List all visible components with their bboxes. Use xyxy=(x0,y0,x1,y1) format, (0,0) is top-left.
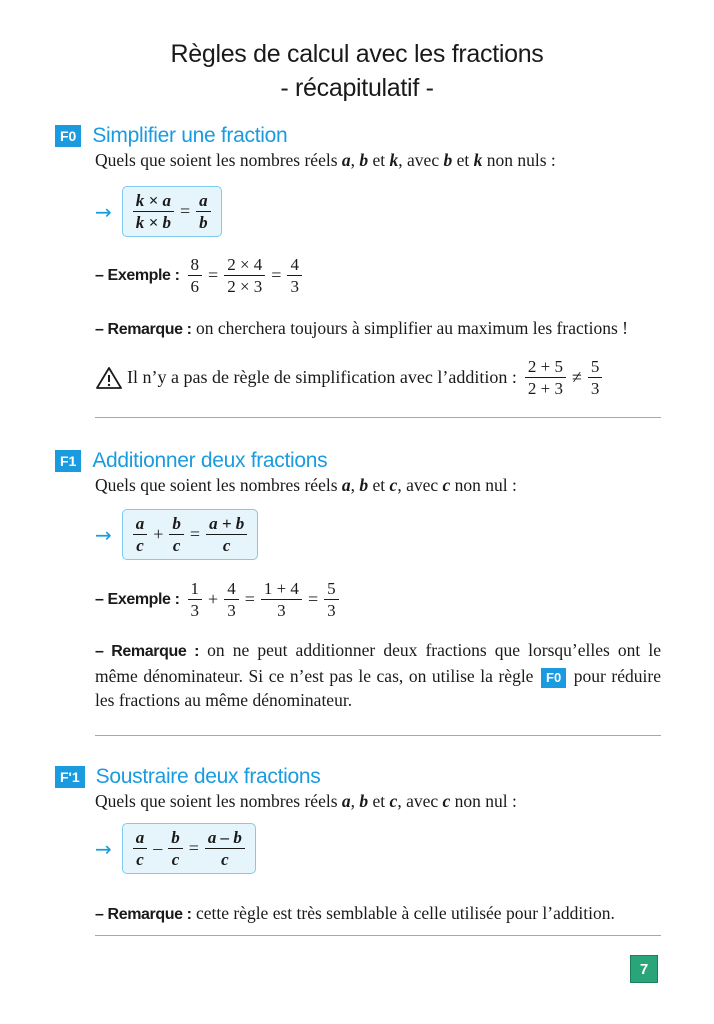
denominator: c xyxy=(136,536,144,555)
section-f-prime-1-remark xyxy=(95,903,615,924)
denominator: 3 xyxy=(327,601,336,620)
numerator: a – b xyxy=(205,827,245,849)
equals-sign: = xyxy=(208,265,219,285)
section-f0-warning xyxy=(95,356,604,399)
rule-reference-badge[interactable]: F0 xyxy=(541,668,566,688)
fraction xyxy=(224,578,239,621)
numerator: 5 xyxy=(588,356,603,378)
section-divider xyxy=(95,417,661,418)
section-f0-rule xyxy=(95,186,222,237)
numerator: 8 xyxy=(188,254,203,276)
intro-text: Quels que soient les nombres réels xyxy=(95,475,338,495)
remark-text: on cherchera toujours à simplifier au maximum les fractions ! xyxy=(191,318,628,338)
intro-text: Quels que soient les nombres réels xyxy=(95,791,338,811)
fraction xyxy=(324,578,339,621)
equals-sign: = xyxy=(271,265,282,285)
intro-text: , avec xyxy=(398,150,440,170)
remark-text: pour réduire les fractions au même dénominateur. xyxy=(95,666,661,710)
fraction xyxy=(133,190,174,233)
page-number: 7 xyxy=(630,955,658,983)
arrow-icon: → xyxy=(95,199,112,224)
intro-text: , xyxy=(350,150,356,170)
section-title: Simplifier une fraction xyxy=(92,124,288,147)
numerator: k × a xyxy=(133,190,174,212)
fraction xyxy=(133,513,148,556)
denominator: c xyxy=(172,536,181,555)
section-badge: F1 xyxy=(55,450,81,472)
formula-box xyxy=(122,509,259,560)
section-badge: F0 xyxy=(55,125,81,147)
numerator: b xyxy=(168,827,183,849)
fraction xyxy=(287,254,302,297)
variable: c xyxy=(389,475,398,495)
fraction xyxy=(205,827,245,870)
warning-icon xyxy=(95,366,123,390)
section-f1-header xyxy=(55,449,327,473)
arrow-icon: → xyxy=(95,522,112,547)
section-badge: F'1 xyxy=(55,766,85,788)
section-f1-example xyxy=(95,578,341,621)
intro-text: et xyxy=(456,150,470,170)
denominator: c xyxy=(221,850,229,869)
page-title: Règles de calcul avec les fractions xyxy=(170,40,544,68)
not-equal-sign: ≠ xyxy=(571,367,582,387)
variable: k xyxy=(473,150,483,170)
variable: c xyxy=(442,475,451,495)
denominator: c xyxy=(136,850,144,869)
plus-sign: + xyxy=(153,524,164,544)
fraction xyxy=(188,578,203,621)
numerator: 5 xyxy=(324,578,339,600)
remark-text: on ne peut additionner deux fractions que lorsqu’elles ont le même dénominateur. Si ce n’est pas le cas, on utilise la règle xyxy=(95,640,661,686)
equals-sign: = xyxy=(189,524,201,544)
fraction xyxy=(588,356,603,399)
formula-box xyxy=(122,823,256,874)
section-divider xyxy=(95,735,661,736)
variable: a xyxy=(341,475,351,495)
fraction xyxy=(188,254,203,297)
fraction xyxy=(168,827,183,870)
remark-text: cette règle est très semblable à celle utilisée pour l’addition. xyxy=(191,903,615,923)
intro-text: et xyxy=(372,475,386,495)
example-label: – Exemple : xyxy=(95,590,180,608)
remark-label: – Remarque : xyxy=(95,643,200,660)
intro-text: Quels que soient les nombres réels xyxy=(95,150,338,170)
section-divider xyxy=(95,935,661,936)
denominator: 2 × 3 xyxy=(227,277,263,296)
equals-sign: = xyxy=(307,589,319,609)
variable: b xyxy=(443,150,453,170)
section-f0-header xyxy=(55,124,287,148)
warning-text: Il n’y a pas de règle de simplification avec l’addition : xyxy=(127,367,517,387)
intro-text: , avec xyxy=(397,475,439,495)
section-f-prime-1-header xyxy=(55,765,320,789)
variable: c xyxy=(442,791,451,811)
numerator: a xyxy=(133,827,148,849)
variable: a xyxy=(341,791,351,811)
variable: b xyxy=(359,475,369,495)
section-f-prime-1-rule xyxy=(95,823,256,874)
example-label: – Exemple : xyxy=(95,266,180,284)
intro-text: , xyxy=(350,791,356,811)
denominator: c xyxy=(171,850,180,869)
denominator: 2 + 3 xyxy=(527,379,563,398)
numerator: a + b xyxy=(206,513,247,535)
section-title: Additionner deux fractions xyxy=(92,449,328,472)
numerator: a xyxy=(133,513,148,535)
intro-text: non nuls : xyxy=(486,150,556,170)
remark-label: – Remarque : xyxy=(95,906,192,923)
page-subtitle: - récapitulatif - xyxy=(280,74,434,102)
plus-sign: + xyxy=(208,589,219,609)
variable: c xyxy=(389,791,398,811)
numerator: a xyxy=(196,190,211,212)
variable: a xyxy=(341,150,351,170)
section-title: Soustraire deux fractions xyxy=(95,765,321,788)
formula-box xyxy=(122,186,222,237)
denominator: 3 xyxy=(277,601,286,620)
numerator: 1 xyxy=(188,578,203,600)
denominator: 3 xyxy=(290,277,299,296)
equals-sign: = xyxy=(179,201,191,221)
section-f1-rule xyxy=(95,509,258,560)
arrow-icon: → xyxy=(95,836,112,861)
numerator: 4 xyxy=(287,254,302,276)
fraction xyxy=(525,356,566,399)
denominator: 3 xyxy=(227,601,236,620)
section-f1-remark xyxy=(95,638,661,712)
denominator: b xyxy=(199,213,208,232)
minus-sign: – xyxy=(153,838,163,858)
denominator: 6 xyxy=(190,277,200,296)
remark-label: – Remarque : xyxy=(95,321,192,338)
intro-text: non nul : xyxy=(454,791,517,811)
section-f1-intro xyxy=(95,475,517,496)
fraction xyxy=(224,254,265,297)
fraction xyxy=(206,513,247,556)
section-f0-example xyxy=(95,254,304,297)
section-f0-intro xyxy=(95,150,556,171)
equals-sign: = xyxy=(188,838,199,858)
numerator: 4 xyxy=(224,578,239,600)
denominator: 3 xyxy=(590,379,600,398)
variable: b xyxy=(359,150,369,170)
equals-sign: = xyxy=(244,589,255,609)
fraction xyxy=(261,578,302,621)
intro-text: , avec xyxy=(397,791,439,811)
denominator: 3 xyxy=(190,601,200,620)
section-f0-remark xyxy=(95,318,628,339)
numerator: 1 + 4 xyxy=(261,578,302,600)
numerator: 2 × 4 xyxy=(224,254,265,276)
fraction xyxy=(196,190,211,233)
fraction xyxy=(133,827,148,870)
intro-text: , xyxy=(350,475,356,495)
intro-text: et xyxy=(372,150,386,170)
section-f-prime-1-intro xyxy=(95,791,517,812)
variable: b xyxy=(359,791,369,811)
fraction xyxy=(169,513,184,556)
numerator: b xyxy=(169,513,184,535)
intro-text: et xyxy=(372,791,386,811)
denominator: c xyxy=(222,536,231,555)
denominator: k × b xyxy=(135,213,171,232)
intro-text: non nul : xyxy=(454,475,517,495)
numerator: 2 + 5 xyxy=(525,356,566,378)
variable: k xyxy=(389,150,399,170)
